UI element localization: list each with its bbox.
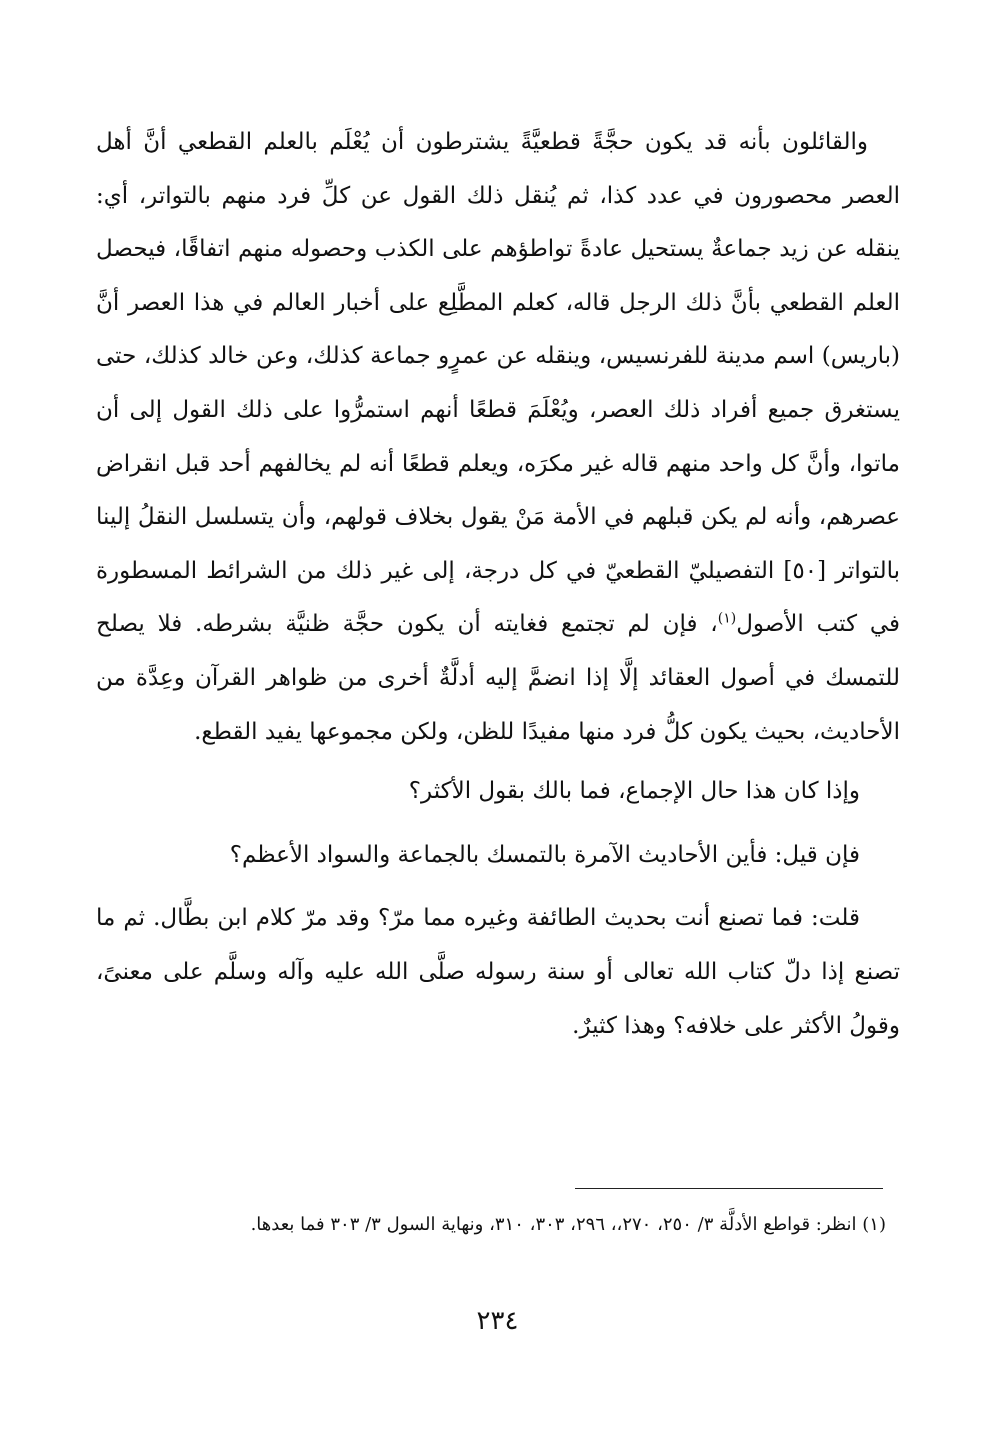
main-text <box>96 116 900 1053</box>
page-number: ٢٣٤ <box>476 1306 519 1336</box>
paragraph-1-text: والقائلون بأنه قد يكون حجَّةً قطعيَّةً يشترطون أن يُعْلَم بالعلم القطعي أنَّ أهل العصر محصورون في عدد كذا، ثم يُنقل ذلك القول عن كلِّ فرد منهم بالتواتر، أي: ينقله عن زيد جماعةٌ يستحيل عادةً تواطؤهم على الكذب وحصوله منهم اتفاقًا، فيحصل العلم القطعي بأنَّ ذلك الرجل قاله، كعلم المطَّلِع على أخبار العالم في هذا العصر أنَّ (باريس) اسم مدينة للفرنسيس، وينقله عن عمرٍو جماعة كذلك، وعن خالد كذلك، حتى يستغرق جميع أفراد ذلك العصر، ويُعْلَمَ قطعًا أنهم استمرُّوا على ذلك القول إلى أن ماتوا، وأنَّ كل واحد منهم قاله غير مكرَه، ويعلم قطعًا أنه لم يخالفهم أحد قبل انقراض عصرهم، وأنه لم يكن قبلهم في الأمة مَنْ يقول بخلاف قولهم، وأن يتسلسل النقلُ إلينا بالتواتر [٥٠] التفصيليّ القطعيّ في كل درجة، إلى غير ذلك من الشرائط المسطورة في كتب الأصول <box>96 129 900 638</box>
paragraph-3: فإن قيل: فأين الأحاديث الآمرة بالتمسك بالجماعة والسواد الأعظم؟ <box>229 841 860 868</box>
paragraph-1 <box>96 116 900 759</box>
footnote-text: (١) انظر: قواطع الأدلَّة ٣/ ٢٥٠، ٢٧٠،، ٢٩٦، ٣٠٣، ٣١٠، ونهاية السول ٣/ ٣٠٣ فما بعدها. <box>250 1214 886 1235</box>
footnote-divider <box>575 1188 883 1189</box>
paragraph-2: وإذا كان هذا حال الإجماع، فما بالك بقول الأكثر؟ <box>408 778 860 805</box>
paragraph-4: قلت: فما تصنع أنت بحديث الطائفة وغيره مما مرّ؟ وقد مرّ كلام ابن بطَّال. ثم ما تصنع إذا دلّ كتاب الله تعالى أو سنة رسوله صلَّى الله عليه وآله وسلَّم على معنىً، وقولُ الأكثر على خلافه؟ وهذا كثيرٌ. <box>96 905 900 1039</box>
footnote <box>96 1204 886 1246</box>
paragraph-1-end: ، فإن لم تجتمع فغايته أن يكون حجَّة ظنيَّة بشرطه. فلا يصلح للتمسك في أصول العقائد إلَّا إذا انضمَّ إليه أدلَّةٌ أخرى من ظواهر القرآن وعِدَّة من الأحاديث، بحيث يكون كلُّ فرد منها مفيدًا للظن، ولكن مجموعها يفيد القطع. <box>96 611 900 745</box>
footnote-reference: (١) <box>717 610 737 627</box>
